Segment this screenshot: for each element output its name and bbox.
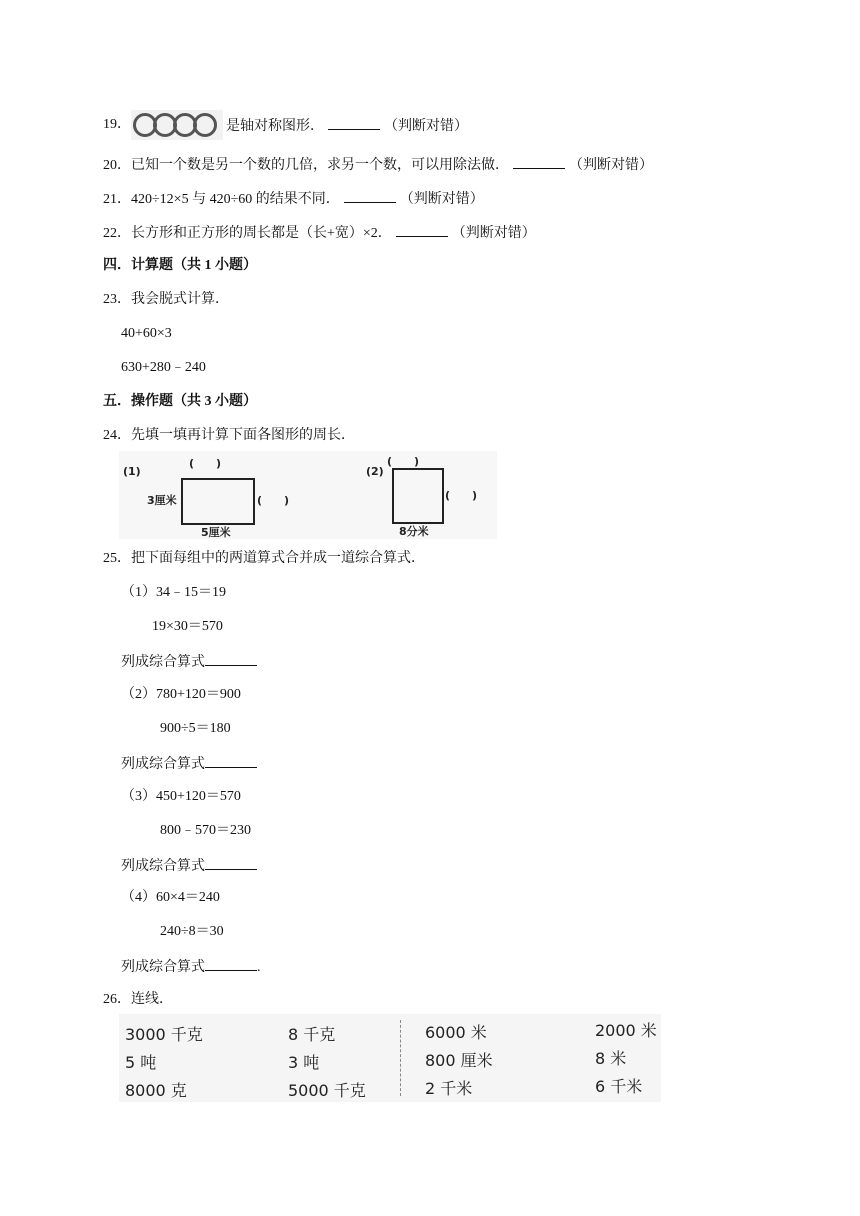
combined-formula-prompt [121,956,261,978]
figure-1-bottom-label: 5厘米 [201,526,231,539]
divider-line [400,1020,401,1096]
prompt-text: 列成综合算式 [121,859,205,874]
figure-2-top-blank[interactable]: ( ) [387,455,420,468]
match-item[interactable]: 3 吨 [288,1053,320,1072]
prompt-text: 列成综合算式 [121,655,205,670]
match-item[interactable]: 800 厘米 [425,1051,493,1070]
question-25: 25．把下面每组中的两道算式合并成一道综合算式． [103,551,425,566]
match-item[interactable]: 8 千克 [288,1025,336,1044]
rectangle-figure [181,478,255,525]
section-4-title: 四．计算题（共 1 小题） [103,258,257,273]
square-figure [392,468,444,524]
answer-blank[interactable] [396,222,448,237]
figure-1-right-blank[interactable]: ( ) [257,494,290,507]
question-19 [103,115,131,135]
question-24: 24．先填一填再计算下面各图形的周长． [103,428,355,443]
ring-icon [193,113,217,137]
answer-blank[interactable] [205,651,257,666]
figure-1-top-blank[interactable]: ( ) [189,457,222,470]
combined-formula-prompt [121,651,257,673]
figure-2-bottom-label: 8分米 [399,525,429,538]
match-item[interactable]: 6 千米 [595,1077,643,1096]
match-item[interactable]: 8 米 [595,1049,627,1068]
question-22 [103,222,536,244]
question-text: 20．已知一个数是另一个数的几倍，求另一个数，可以用除法做． [103,158,509,173]
group-line-2: 900÷5＝180 [160,721,231,736]
answer-blank[interactable] [205,956,257,971]
match-item[interactable]: 5000 千克 [288,1081,366,1100]
group-line-1: （2）780+120＝900 [121,687,241,702]
group-line-1: （1）34﹣15＝19 [121,585,226,600]
answer-blank[interactable] [205,753,257,768]
four-rings-figure [131,110,223,140]
judge-hint: （判断对错） [384,119,468,134]
judge-hint: （判断对错） [451,226,536,241]
judge-hint: （判断对错） [399,192,484,207]
question-23: 23．我会脱式计算． [103,292,229,307]
question-19-text [226,115,468,137]
combined-formula-prompt [121,855,257,877]
question-number: 19． [103,117,131,132]
question-26: 26．连线． [103,992,173,1007]
question-text: 22．长方形和正方形的周长都是（长+宽）×2． [103,226,392,241]
judge-hint: （判断对错） [569,158,653,173]
calc-item: 630+280﹣240 [121,360,206,375]
group-line-2: 19×30＝570 [152,619,223,634]
answer-blank[interactable] [513,154,565,169]
combined-formula-prompt [121,753,257,775]
figure-2-right-blank[interactable]: ( ) [445,489,478,502]
match-item[interactable]: 2 千米 [425,1079,473,1098]
question-text: 21．420÷12×5 与 420÷60 的结果不同． [103,192,340,207]
group-line-1: （3）450+120＝570 [121,789,241,804]
prompt-text: 列成综合算式 [121,757,205,772]
group-line-2: 240÷8＝30 [160,924,224,939]
figure-1-left-label: 3厘米 [147,494,177,507]
group-line-1: （4）60×4＝240 [121,890,220,905]
question-20 [103,154,653,176]
match-item[interactable]: 3000 千克 [125,1025,203,1044]
question-21 [103,188,484,210]
answer-blank[interactable] [344,188,396,203]
prompt-text: 列成综合算式 [121,960,205,975]
answer-blank[interactable] [205,855,257,870]
match-item[interactable]: 6000 米 [425,1023,487,1042]
section-5-title: 五．操作题（共 3 小题） [103,394,257,409]
figure-2-label: (2) [366,465,384,478]
calc-item: 40+60×3 [121,326,172,341]
answer-blank[interactable] [328,115,380,130]
figure-1-label: (1) [123,465,141,478]
match-item[interactable]: 5 吨 [125,1053,157,1072]
perimeter-figures [119,451,497,539]
matching-figure [119,1014,661,1102]
match-item[interactable]: 2000 米 [595,1021,657,1040]
question-text: 是轴对称图形． [226,119,324,134]
period: . [257,960,261,975]
group-line-2: 800﹣570＝230 [160,823,251,838]
match-item[interactable]: 8000 克 [125,1081,187,1100]
